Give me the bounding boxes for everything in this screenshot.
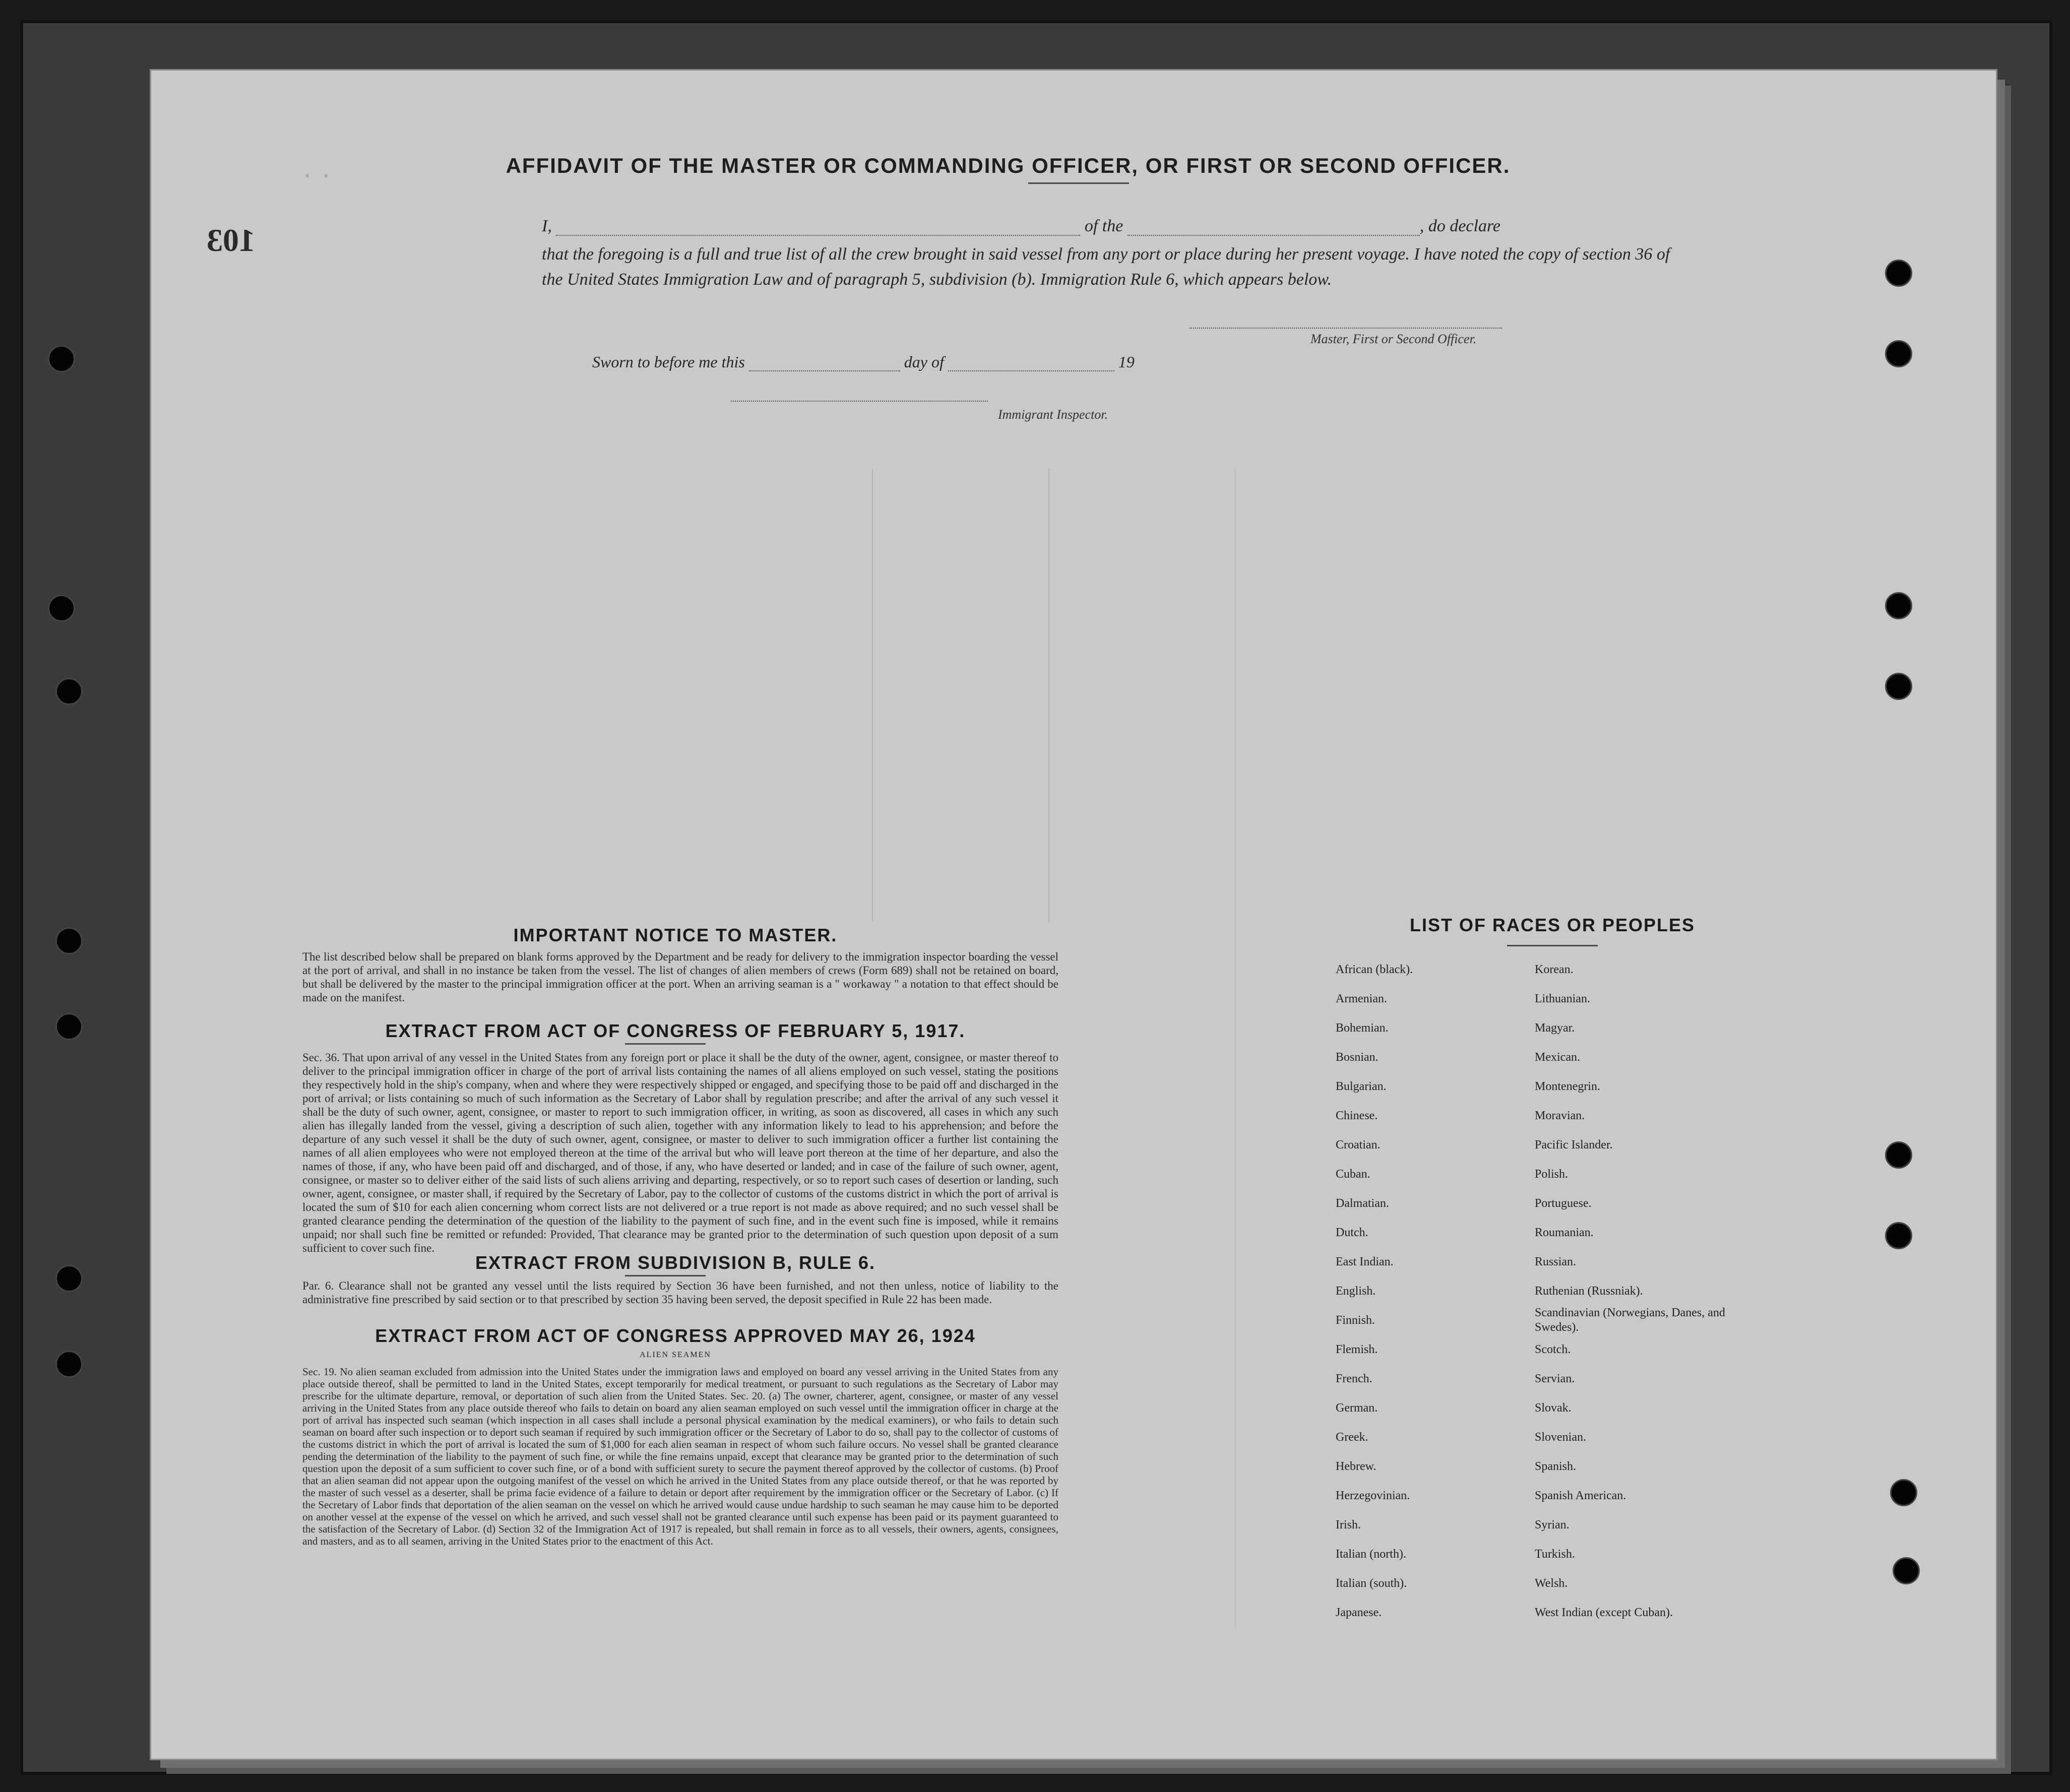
day-of-label: day of (904, 353, 944, 371)
extract-1924-text: Sec. 19. No alien seaman excluded from admission into the United States under the immigration laws and employed on board any vessel arriving in the United States from any place outside thereof, shall be permitted to land in the United States, except temporarily for medical treatment, or pursuant to such regulations as the Secretary of Labor may prescribe for the ultimate departure, removal, or deportation of such alien from the United States. Sec. 20. (a) The owner, charterer, agent, consignee, or master of any vessel arriving in the United States from any place outside thereof who fails to detain on board any alien seaman employed on such vessel until the immigration officer in charge at the port of arrival has inspected such seaman (which inspection in all cases shall include a personal physical examination by the medical examiners), or who fails to detain such seaman on board after such inspection or to deport such seaman if required by such immigration officer or the Secretary of Labor to do so, shall pay to the collector of customs of the customs district in which the port of arrival is located the sum of $1,000 for each alien seaman in respect of whom such failure occurs. No vessel shall be granted clearance pending the determination of the liability to the payment of such fine, or while the fine remains unpaid, except that clearance may be granted prior to the determination of such question upon the deposit of a sum sufficient to cover such fine, or of a bond with sufficient surety to secure the payment thereof approved by the collector of customs. (b) Proof that an alien seaman did not appear upon the outgoing manifest of the vessel on which he arrived in the United States from any place outside thereof, or that he was reported by the master of such vessel as a deserter, shall be prima facie evidence of a failure to detain or deport after requirement by the immigration officer or the Secretary of Labor. (c) If the Secretary of Labor finds that deportation of the alien seaman on the vessel on which he arrived would cause undue hardship to such seaman he may cause him to be deported on another vessel at the expense of the vessel on which he arrived, and such vessel shall not be granted clearance until such expense has been paid or its payment guaranteed to the satisfaction of the Secretary of Labor. (d) Section 32 of the Immigration Act of 1917 is repealed, but shall remain in force as to all vessels, their owners, agents, consignees, and masters, and as to all seamen, arriving in the United States prior to the enactment of this Act. (302, 1366, 1058, 1547)
inspector-signature-label: Immigrant Inspector. (998, 407, 1108, 422)
race-item: Slovak. (1535, 1401, 1572, 1415)
race-item: Italian (south). (1336, 1577, 1407, 1590)
races-column-2 (1535, 955, 1746, 1627)
race-item: Flemish. (1336, 1343, 1378, 1356)
races-column-1 (1336, 955, 1527, 1627)
race-item: Japanese. (1336, 1606, 1382, 1619)
binder-hole (1893, 1557, 1920, 1584)
inspector-signature-line[interactable] (731, 401, 988, 402)
affidavit-declaration-line (542, 217, 1691, 236)
declarant-name-field[interactable] (556, 235, 1080, 236)
master-signature-line[interactable] (1189, 328, 1502, 329)
race-item: Finnish. (1336, 1314, 1375, 1327)
extract-1924-heading: EXTRACT FROM ACT OF CONGRESS APPROVED MAY 26, 1924 (375, 1325, 976, 1346)
race-item: Herzegovinian. (1336, 1489, 1410, 1502)
race-item: Hebrew. (1336, 1460, 1376, 1473)
extract-1917-heading: EXTRACT FROM ACT OF CONGRESS OF FEBRUARY 5, 1917. (385, 1020, 966, 1041)
notice-heading: IMPORTANT NOTICE TO MASTER. (513, 925, 838, 945)
race-item: Korean. (1535, 963, 1574, 976)
binder-hole (48, 595, 75, 622)
sworn-line (592, 353, 1348, 371)
race-item: African (black). (1336, 963, 1413, 976)
race-item: French. (1336, 1372, 1372, 1385)
master-signature-label: Master, First or Second Officer. (1310, 332, 1477, 346)
binder-hole (1885, 592, 1912, 619)
race-item: East Indian. (1336, 1255, 1394, 1268)
race-item: Dutch. (1336, 1226, 1368, 1239)
alien-seamen-subheading: ALIEN SEAMEN (640, 1351, 711, 1359)
race-item: Turkish. (1535, 1548, 1575, 1561)
race-item: Scandinavian (Norwegians, Danes, and Swedes). (1535, 1306, 1725, 1334)
race-item: Ruthenian (Russniak). (1535, 1285, 1643, 1298)
sworn-day-field[interactable] (749, 370, 900, 371)
races-underline (1507, 945, 1598, 946)
of-the-label: of the (1084, 217, 1123, 235)
race-item: Lithuanian. (1535, 992, 1590, 1005)
page-number-stamp: 103 (207, 222, 255, 258)
affidavit-body: that the foregoing is a full and true list of all the crew brought in said vessel from any port or place during her present voyage. I have noted the copy of section 36 of the United States Immigration Law and of paragraph 5, subdivision (b). Immigration Rule 6, which appears below. (542, 245, 1670, 289)
sworn-label: Sworn to before me this (592, 353, 745, 371)
race-item: West Indian (except Cuban). (1535, 1606, 1673, 1619)
bleed-through-rule (872, 469, 873, 922)
race-item: Mexican. (1535, 1051, 1580, 1064)
race-item: Moravian. (1535, 1109, 1585, 1122)
year-label: 19 (1118, 353, 1135, 371)
race-item: Montenegrin. (1535, 1080, 1600, 1093)
race-item: Spanish American. (1535, 1489, 1626, 1502)
bleed-through-rule (1235, 469, 1236, 1628)
declarant-prefix: I, (542, 217, 552, 235)
race-item: Greek. (1336, 1431, 1368, 1444)
race-item: Magyar. (1535, 1021, 1575, 1035)
rule6-heading: EXTRACT FROM SUBDIVISION B, RULE 6. (475, 1252, 876, 1273)
race-item: Italian (north). (1336, 1548, 1406, 1561)
race-item: Dalmatian. (1336, 1197, 1389, 1210)
binder-hole (55, 927, 83, 954)
affidavit-title: AFFIDAVIT OF THE MASTER OR COMMANDING OFFICER, OR FIRST OR SECOND OFFICER. (506, 154, 1511, 177)
race-item: Polish. (1535, 1168, 1569, 1181)
bleed-through-mark: · · (302, 157, 331, 190)
race-item: Armenian. (1336, 992, 1387, 1005)
binder-hole (55, 1013, 83, 1040)
race-item: Portuguese. (1535, 1197, 1592, 1210)
race-item: Bosnian. (1336, 1051, 1378, 1064)
binder-hole (55, 1265, 83, 1292)
race-item: Irish. (1336, 1518, 1361, 1531)
race-item: Bulgarian. (1336, 1080, 1387, 1093)
binder-hole (1885, 673, 1912, 700)
binder-hole (1885, 340, 1912, 367)
race-item: Spanish. (1535, 1460, 1577, 1473)
do-declare-label: , do declare (1419, 217, 1501, 235)
extract-1917-underline (625, 1043, 706, 1045)
binder-hole (1885, 1222, 1912, 1249)
rule6-text: Par. 6. Clearance shall not be granted any vessel until the lists required by Section 36 have been furnished, and not then unless, notice of liability to the administrative fine prescribed by said section or to that prescribed by section 35 having been served, the deposit specified in Rule 22 has been made. (302, 1279, 1058, 1306)
extract-1917-text: Sec. 36. That upon arrival of any vessel in the United States from any foreign port or place it shall be the duty of the owner, agent, consignee, or master thereof to deliver to the principal immigration officer in charge of the port of arrival lists containing the names of all aliens employed on such vessel, stating the positions they respectively hold in the ship's company, when and where they were respectively shipped or engaged, and specifying those to be paid off and discharged in the port of arrival; or lists containing so much of such information as the Secretary of Labor shall by regulation prescribe; and after the arrival of any such vessel it shall be the duty of such owner, agent, consignee, or master to report to such immigration officer, in writing, as soon as discovered, all cases in which any such alien has illegally landed from the vessel, giving a description of such alien, together with any information likely to lead to his apprehension; and before the departure of any such vessel it shall be the duty of such owner, agent, consignee, or master to deliver to such immigration officer a further list containing the names of all alien employees who were not employed thereon at the time of the arrival but who will leave port thereon at the time of her departure, and also the names of those, if any, who have been paid off and discharged, and of those, if any, who have deserted or landed; and in case of the failure of such owner, agent, consignee, or master so to deliver either of the said lists of such aliens arriving and departing, respectively, or so to report such cases of desertion or landing, such owner, agent, consignee, or master shall, if required by the Secretary of Labor, pay to the collector of customs of the customs district in which the port of arrival is located the sum of $10 for each alien concerning whom correct lists are not delivered or a true report is not made as above required; and no such vessel shall be granted clearance pending the determination of the question of the liability to the payment of such fine, and in the event such fine is imposed, while it remains unpaid; nor shall such fine be remitted or refunded: Provided, That clearance may be granted prior to the determination of such question upon deposit of a sum sufficient to cover such fine. (302, 1051, 1058, 1254)
race-item: Bohemian. (1336, 1021, 1389, 1035)
race-item: Croatian. (1336, 1138, 1381, 1151)
sworn-month-field[interactable] (948, 370, 1114, 371)
races-heading: LIST OF RACES OR PEOPLES (1409, 915, 1696, 935)
bleed-through-rule (1048, 469, 1049, 922)
race-item: Scotch. (1535, 1343, 1571, 1356)
race-item: Slovenian. (1535, 1431, 1586, 1444)
document-page (151, 71, 1996, 1759)
race-item: Roumanian. (1535, 1226, 1594, 1239)
binder-hole (48, 345, 75, 372)
race-item: Welsh. (1535, 1577, 1568, 1590)
race-item: Pacific Islander. (1535, 1138, 1613, 1151)
rule6-underline (625, 1275, 706, 1276)
race-item: Servian. (1535, 1372, 1575, 1385)
vessel-name-field[interactable] (1127, 235, 1420, 236)
race-item: Cuban. (1336, 1168, 1370, 1181)
race-item: English. (1336, 1285, 1376, 1298)
race-item: Chinese. (1336, 1109, 1378, 1122)
race-item: Syrian. (1535, 1518, 1570, 1531)
binder-hole (1890, 1479, 1917, 1506)
race-item: Russian. (1535, 1255, 1577, 1268)
binder-hole (1885, 260, 1912, 287)
binder-hole (55, 678, 83, 705)
notice-text: The list described below shall be prepared on blank forms approved by the Department and be ready for delivery to the immigration inspector boarding the vessel at the port of arrival, and shall in no instance be taken from the vessel. The list of changes of alien members of crews (Form 689) shall not be retained on board, but shall be delivered by the master to the principal immigration officer at the port. When an arriving seaman is a " workaway " a notation to that effect should be made on the manifest. (302, 950, 1058, 1004)
binder-hole (1885, 1141, 1912, 1169)
title-underline (1028, 182, 1129, 184)
race-item: German. (1336, 1401, 1378, 1415)
binder-hole (55, 1351, 83, 1378)
